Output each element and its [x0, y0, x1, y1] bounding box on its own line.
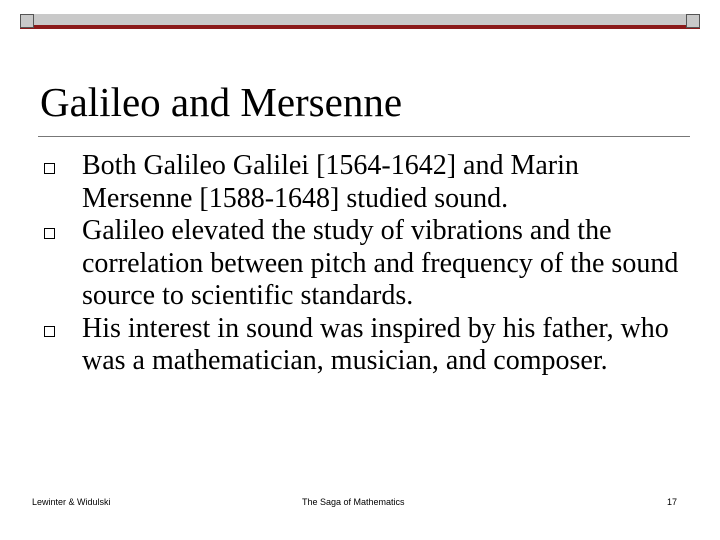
footer-course-title: The Saga of Mathematics — [302, 497, 405, 507]
footer-page-number: 17 — [667, 497, 678, 507]
bullet-item — [44, 215, 694, 313]
title-divider — [38, 136, 690, 137]
header-square-left — [20, 14, 34, 28]
header-square-right — [686, 14, 700, 28]
bullet-list — [44, 150, 694, 378]
hollow-square-bullet-icon — [44, 228, 55, 239]
footer-authors: Lewinter & Widulski — [32, 497, 111, 507]
bullet-text: Both Galileo Galilei [1564-1642] and Marin Mersenne [1588-1648] studied sound. — [82, 150, 579, 214]
header-red-strip — [20, 25, 700, 29]
bullet-item — [44, 313, 694, 378]
bullet-text: His interest in sound was inspired by his father, who was a mathematician, musician, and composer. — [82, 312, 669, 376]
decorative-header-band — [20, 14, 700, 40]
hollow-square-bullet-icon — [44, 326, 55, 337]
bullet-text: Galileo elevated the study of vibrations and the correlation between pitch and frequency of the sound source to scientific standards. — [82, 215, 679, 311]
slide-title: Galileo and Mersenne — [40, 79, 403, 125]
bullet-item — [44, 150, 694, 215]
header-gray-strip — [20, 14, 700, 25]
hollow-square-bullet-icon — [44, 163, 55, 174]
